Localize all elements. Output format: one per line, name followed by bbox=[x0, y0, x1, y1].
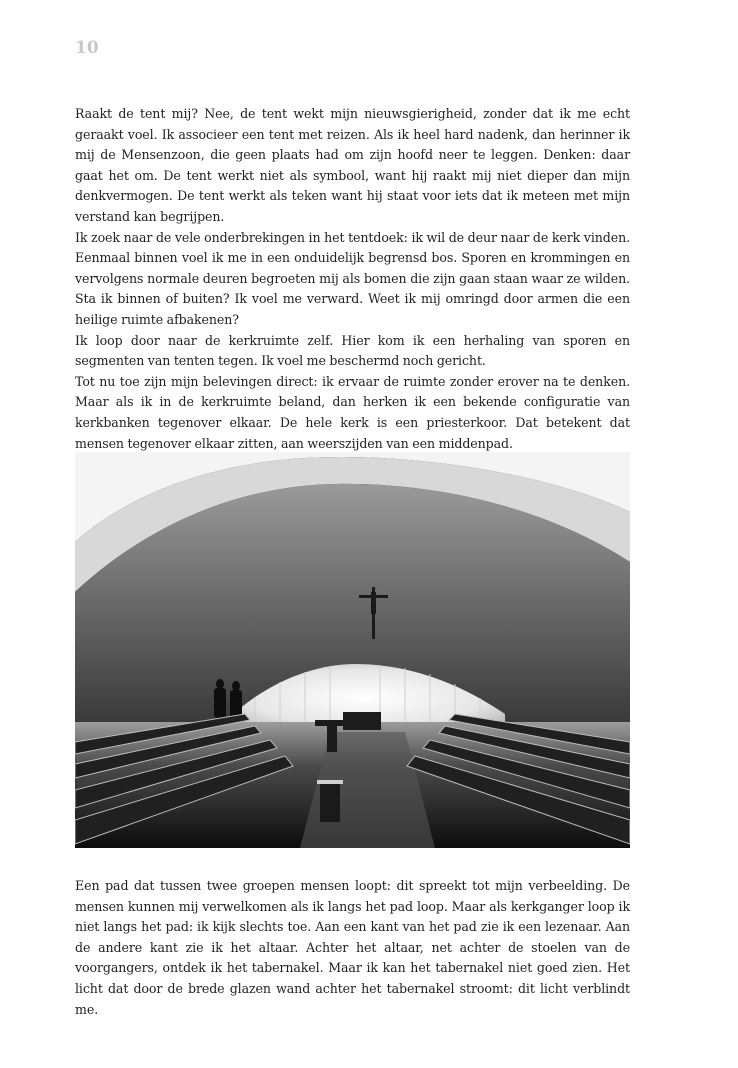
church-interior-photo bbox=[75, 452, 630, 848]
paragraph: Ik zoek naar de vele onderbrekingen in het tentdoek: ik wil de deur naar de kerk vinden. Eenmaal binnen voel ik me in een onduidelijk begrensd bos. Sporen en krommingen en vervolgens normale deuren begroeten mij als bomen die zijn gaan staan waar ze wilden. Sta ik binnen of buiten? Ik voel me verward. Weet ik mij omringd door armen die een heilige ruimte afbakenen? bbox=[75, 229, 630, 327]
body-text-bottom bbox=[75, 876, 630, 1020]
paragraph: Tot nu toe zijn mijn belevingen direct: ik ervaar de ruimte zonder erover na te denken. Maar als ik in de kerkruimte beland, dan herken ik een bekende configuratie van kerkbanken tegenover elkaar. De hele kerk is een priesterkoor. Dat betekent dat mensen tegenover elkaar zitten, aan weerszijden van een middenpad. bbox=[75, 373, 630, 451]
paragraph: Een pad dat tussen twee groepen mensen loopt: dit spreekt tot mijn verbeelding. De mensen kunnen mij verwelkomen als ik langs het pad loop. Maar als kerkganger loop ik niet langs het pad: ik kijk slechts toe. Aan een kant van het pad zie ik een lezenaar. Aan de andere kant zie ik het altaar. Achter het altaar, net achter de stoelen van de voorgangers, ontdek ik het tabernakel. Maar ik kan het tabernakel niet goed zien. Het licht dat door de brede glazen wand achter het tabernakel stroomt: dit licht verblindt me. bbox=[75, 878, 630, 1017]
body-text-top bbox=[75, 104, 630, 454]
paragraph: Raakt de tent mij? Nee, de tent wekt mijn nieuwsgierigheid, zonder dat ik me echt geraakt voel. Ik associeer een tent met reizen. Als ik heel hard nadenk, dan herinner ik mij de Mensenzoon, die geen plaats had om zijn hoofd neer te leggen. Denken: daar gaat het om. De tent werkt niet als symbool, want hij raakt mij niet dieper dan mijn denkvermogen. De tent werkt als teken want hij staat voor iets dat ik meteen met mijn verstand kan begrijpen. bbox=[75, 106, 630, 224]
paragraph: Ik loop door naar de kerkruimte zelf. Hier kom ik een herhaling van sporen en segmenten van tenten tegen. Ik voel me beschermd noch gericht. bbox=[75, 332, 630, 369]
page-number: 10 bbox=[75, 38, 99, 58]
church-interior-illustration bbox=[75, 452, 630, 848]
